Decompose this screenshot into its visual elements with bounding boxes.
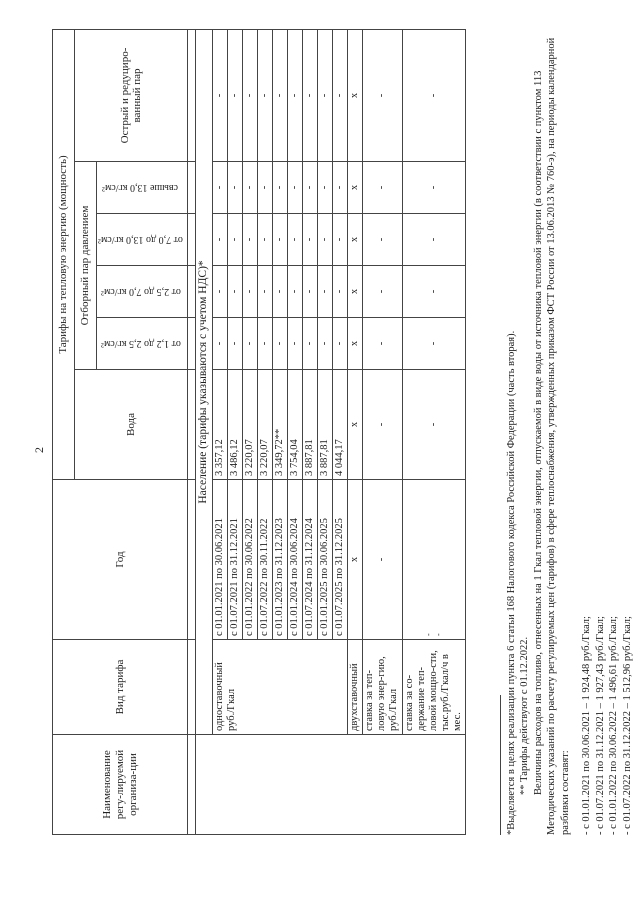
- sharp-value: -: [257, 29, 272, 161]
- two-rate-p2: х: [348, 266, 363, 318]
- p1-value: -: [227, 318, 242, 370]
- sharp-value: -: [272, 29, 287, 161]
- population-title: Население (тарифы указываются с учетом НДС)*: [196, 29, 212, 734]
- org-cell: [196, 735, 465, 835]
- water-value: 3 349,72**: [272, 370, 287, 480]
- water-value: 3 357,12: [212, 370, 227, 480]
- header-tariff-kind: Вид тарифа: [53, 640, 188, 735]
- p2-value: -: [272, 266, 287, 318]
- period-cell: с 01.01.2025 по 30.06.2025: [318, 480, 333, 640]
- two-rate-p1: х: [348, 318, 363, 370]
- two-rate-p3: х: [348, 214, 363, 266]
- capacity-p4: -: [402, 162, 465, 214]
- list-item: - с 01.07.2022 по 31.12.2022 – 1 512,96 руб./Гкал;: [621, 616, 633, 835]
- fuel-cost-list: [580, 616, 635, 835]
- tariff-table: [52, 29, 466, 835]
- sharp-value: -: [333, 29, 348, 161]
- energy-period: -: [363, 480, 402, 640]
- p3-value: -: [333, 214, 348, 266]
- sharp-value: -: [227, 29, 242, 161]
- p1-value: -: [303, 318, 318, 370]
- energy-rate-label: ставка за теп-ловую энер-гию, руб./Гкал: [363, 640, 402, 735]
- header-p4: свыше 13,0 кг/см²: [97, 162, 188, 214]
- p1-value: -: [257, 318, 272, 370]
- two-rate-period: х: [348, 480, 363, 640]
- capacity-rate-label: ставка за со-держание теп-ловой мощно-сти, тыс.руб./Гкал/ч в мес.: [402, 640, 465, 735]
- period-cell: с 01.01.2022 по 30.06.2022: [242, 480, 257, 640]
- header-p3: от 7,0 до 13,0 кг/см²: [97, 214, 188, 266]
- energy-p4: -: [363, 162, 402, 214]
- water-value: 3 887,81: [318, 370, 333, 480]
- p2-value: -: [333, 266, 348, 318]
- two-rate-p4: х: [348, 162, 363, 214]
- sharp-value: -: [288, 29, 303, 161]
- p2-value: -: [212, 266, 227, 318]
- list-item: - с 01.01.2022 по 30.06.2022 – 1 496,61 руб./Гкал;: [608, 616, 620, 835]
- header-water: Вода: [75, 370, 188, 480]
- header-sharp-steam: Острый и редуциро-ванный пар: [75, 29, 188, 161]
- capacity-p3: -: [402, 214, 465, 266]
- p4-value: -: [242, 162, 257, 214]
- list-item: - с 01.01.2021 по 30.06.2021 – 1 924,48 руб./Гкал;: [581, 616, 592, 835]
- header-p1: от 1,2 до 2,5 кг/см²: [97, 318, 188, 370]
- p1-value: -: [212, 318, 227, 370]
- p3-value: -: [272, 214, 287, 266]
- p3-value: -: [212, 214, 227, 266]
- energy-p2: -: [363, 266, 402, 318]
- p3-value: -: [257, 214, 272, 266]
- p2-value: -: [288, 266, 303, 318]
- two-rate-sharp: х: [348, 29, 363, 161]
- p1-value: -: [318, 318, 333, 370]
- p1-value: -: [333, 318, 348, 370]
- capacity-p1: -: [402, 318, 465, 370]
- water-value: 4 044,17: [333, 370, 348, 480]
- energy-p3: -: [363, 214, 402, 266]
- period-cell: с 01.01.2024 по 30.06.2024: [288, 480, 303, 640]
- capacity-period: - -: [402, 480, 465, 640]
- p2-value: -: [227, 266, 242, 318]
- capacity-p2: -: [402, 266, 465, 318]
- p4-value: -: [212, 162, 227, 214]
- capacity-water: -: [402, 370, 465, 480]
- sharp-value: -: [212, 29, 227, 161]
- p2-value: -: [303, 266, 318, 318]
- header-p2: от 2,5 до 7,0 кг/см²: [97, 266, 188, 318]
- period-cell: с 01.01.2021 по 30.06.2021: [212, 480, 227, 640]
- header-year: Год: [53, 480, 188, 640]
- period-cell: с 01.01.2023 по 31.12.2023: [272, 480, 287, 640]
- list-item: - с 01.07.2021 по 31.12.2021 – 1 927,43 руб./Гкал;: [594, 616, 606, 835]
- header-org: Наименование регу-лируемой организа-ции: [53, 735, 188, 835]
- p4-value: -: [227, 162, 242, 214]
- period-cell: с 01.07.2024 по 31.12.2024: [303, 480, 318, 640]
- p2-value: -: [318, 266, 333, 318]
- capacity-sharp: -: [402, 29, 465, 161]
- p1-value: -: [272, 318, 287, 370]
- p4-value: -: [303, 162, 318, 214]
- sharp-value: -: [242, 29, 257, 161]
- water-value: 3 887,81: [303, 370, 318, 480]
- p3-value: -: [318, 214, 333, 266]
- water-value: 3 754,04: [288, 370, 303, 480]
- header-steam-group: Отборный пар давлением: [75, 162, 97, 370]
- water-value: 3 220,07: [242, 370, 257, 480]
- water-value: 3 220,07: [257, 370, 272, 480]
- p4-value: -: [257, 162, 272, 214]
- footnote-separator: [500, 695, 501, 835]
- p1-value: -: [242, 318, 257, 370]
- fuel-cost-paragraph: Величины расходов на топливо, отнесенных на 1 Гкал тепловой энергии, отпускаемой в виде воды от источника тепловой энергии (в соответствии с пунктом 113 Методических указаний по расчету регулируемых цен (тарифов) в сфере теплоснабжения, утвержденных приказом ФСТ России от 13.06.2013 № 760-э), на периоды календарной разбивки составят:: [532, 37, 571, 835]
- two-rate-water: х: [348, 370, 363, 480]
- sharp-value: -: [303, 29, 318, 161]
- p3-value: -: [288, 214, 303, 266]
- p4-value: -: [288, 162, 303, 214]
- two-rate-label: двухставочный: [348, 640, 363, 735]
- period-cell: с 01.07.2025 по 31.12.2025: [333, 480, 348, 640]
- p1-value: -: [288, 318, 303, 370]
- footnotes: [505, 25, 572, 835]
- header-tariffs-group: Тарифы на тепловую энергию (мощность): [53, 29, 75, 479]
- page-number: 2: [32, 447, 46, 453]
- sharp-value: -: [318, 29, 333, 161]
- period-cell: с 01.07.2021 по 31.12.2021: [227, 480, 242, 640]
- p4-value: -: [318, 162, 333, 214]
- p2-value: -: [257, 266, 272, 318]
- single-rate-label: одноставочный руб./Гкал: [212, 640, 348, 735]
- period-cell: с 01.07.2022 по 30.11.2022: [257, 480, 272, 640]
- energy-sharp: -: [363, 29, 402, 161]
- p4-value: -: [333, 162, 348, 214]
- p2-value: -: [242, 266, 257, 318]
- footnote-vat: *Выделяется в целях реализации пункта 6 статьи 168 Налогового кодекса Российской Федерации (часть вторая).: [506, 330, 517, 835]
- p3-value: -: [227, 214, 242, 266]
- p3-value: -: [303, 214, 318, 266]
- p4-value: -: [272, 162, 287, 214]
- energy-p1: -: [363, 318, 402, 370]
- footnote-effective: ** Тарифы действуют с 01.12.2022.: [519, 636, 531, 795]
- energy-water: -: [363, 370, 402, 480]
- p3-value: -: [242, 214, 257, 266]
- water-value: 3 486,12: [227, 370, 242, 480]
